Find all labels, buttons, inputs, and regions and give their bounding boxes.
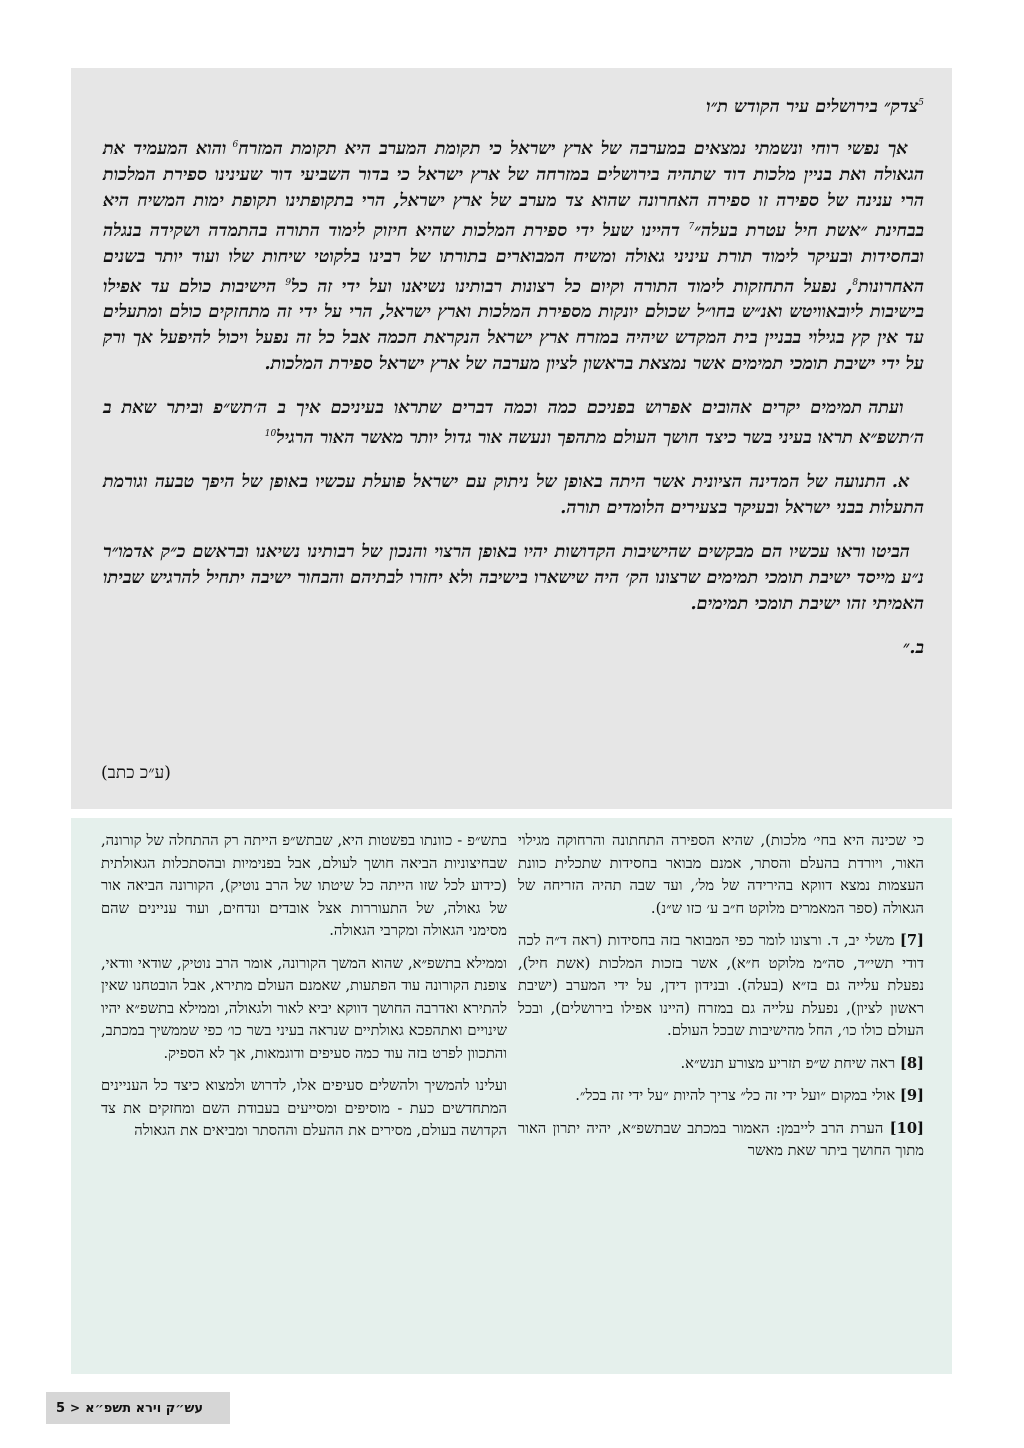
note-paragraph: וממילא בתשפ״א, שהוא המשך הקורונה, אומר הרב נוטיק, שודאי וודאי, צופנת הקורונה עוד הפתעות, שאמנם העולם מתירא, אבל הובטחנו שאין להתירא ואדרבה החושך דווקא יביא לאור ולגאולה, וממילא בתשפ״א יהיו שינויים ואתהפכא גאולתיים שנראה בעיני בשר כו׳ כפי שממשיך במכתב, והתכוון לפרט בזה עוד כמה סעיפים ודוגמאות, אך לא הספיק. bbox=[101, 954, 507, 1062]
footnote-ref: 7 bbox=[688, 221, 695, 232]
footnote-ref: 8 bbox=[852, 277, 859, 288]
note-paragraph: [7] משלי יב, ד. ורצונו לומר כפי המבואר בזה בחסידות (ראה ד״ה לכה דודי תשי״ד, סה״מ מלוקט ח״א), אשר בזכות המלכות (אשת חיל), נפעלת עלייה גם בז״א (בעלה). ובנידון דידן, על ידי המערב (ישיבת ראשון לציון), נפעלת עלייה גם במזרח (היינו אפילו בירושלים), ובכל העולם כולו כו׳, החל מהישיבות שבכל העולם. bbox=[518, 932, 924, 1039]
letter-paragraph: ועתה תמימים יקרים אהובים אפרוש בפניכם כמה וכמה דברים שתראו בעיניכם איך ב ה׳תש״פ וביתר שאת ב ה׳תשפ״א תראו בעיני בשר כיצד חושך העולם מתהפך ונעשה אור גדול יותר מאשר האור הרגיל$^{10}$ bbox=[103, 397, 924, 449]
note-number: [9] bbox=[899, 1087, 924, 1104]
note-paragraph: ועלינו להמשיך ולהשלים סעיפים אלו, לדרוש ולמצוא כיצד כל העניינים המתחדשים כעת - מוסיפים ומסייעים בעבודת השם ומחזקים את צד הקדושה בעולם, מסירים את ההעלם וההסתר ומביאים את הגאולה bbox=[101, 1077, 507, 1139]
note-paragraph: כי שכינה היא בחי׳ מלכות), שהיא הספירה התחתונה והרחוקה מגילוי האור, ויורדת בהעלם והסתר, אמנם מבואר בחסידות שתכלית כוונת העצמות נמצא דווקא בהירידה של מל׳, ועד שבה תהיה הזריחה של הגאולה (ספר המאמרים מלוקט ח״ב ע׳ כזו ש״נ). bbox=[518, 832, 924, 917]
footnote-ref: 5 bbox=[918, 98, 924, 108]
letter-signoff: ב.״ bbox=[902, 637, 924, 659]
note-paragraph: [8] ראה שיחת ש״פ תזריע מצורע תנש״א. bbox=[680, 1054, 924, 1072]
publication-title: עש״ק וירא תשפ״א bbox=[85, 1400, 204, 1416]
note-paragraph: [10] הערת הרב לייבמן: האמור במכתב שבתשפ״א, יהיה יתרון האור מתוך החושך ביתר שאת מאשר bbox=[518, 1119, 924, 1159]
letter-closing: (ע״כ כתב) bbox=[101, 763, 171, 783]
letter-paragraph: אך נפשי רוחי ונשמתי נמצאים במערבה של ארץ ישראל כי תקומת המערב היא תקומת המזרח$^6$ והוא המעמיד את הגאולה ואת בניין מלכות דוד שתהיה בירושלים במזרחה של ארץ ישראל כי בדור השביעי דור שעינינו ספירת המלכות הרי ענינה של ספירה זו ספירה האחרונה שהוא צד מערב של ארץ ישראל, הרי בתקופתינו תקופת ימות המשיח היא בבחינת ״אשת חיל עטרת בעלה״$^7$ דהיינו שעל ידי ספירת המלכות שהיא חיזוק לימוד התורה בהתמדה ושקידה בנגלה ובחסידות ובעיקר לימוד תורת עיניני גאולה ומשיח המבוארים בתורתו של רבינו בלקוטי שיחות שלו ועוד יותר בשנים האחרונות$^8$, נפעל התחזקות לימוד התורה וקיום כל רצונות רבותינו נשיאנו ועל ידי זה כל$^9$ הישיבות כולם עד אפילו בישיבות ליובאוויטש ואנ״ש בחו״ל שכולם יונקות מספירת המלכות וארץ ישראל, הרי על ידי זה מתחזקים כולם ומתעלים עד אין קץ בגילוי בבניין בית המקדש שיהיה במזרח ארץ ישראל הנקראת חכמה אבל כל זה נפעל ויכול להיפעל אך ורק על ידי ישיבת תומכי תמימים אשר נמצאת בראשון לציון מערבה של ארץ ישראל ספירת המלכות. bbox=[103, 137, 925, 375]
page-number: 5 bbox=[56, 1400, 66, 1416]
footnote-ref: 6 bbox=[232, 139, 239, 150]
letter-paragraph: א. התנועה של המדינה הציונית אשר היתה באופן של ניתוק עם ישראל פועלת עכשיו באופן של היפך טבעה וגורמת התעלות בבני ישראל ובעיקר בצעירים הלומדים תורה. bbox=[103, 471, 924, 519]
note-paragraph: בתש״פ - כוונתו בפשטות היא, שבתש״פ הייתה רק ההתחלה של קורונה, שבחיצוניות הביאה חושך לעולם, אבל בפנימיות ובהסתכלות הגאולתית (כידוע לכל שזו הייתה כל שיטתו של הרב נוטיק), הקורונה הביאה אור של גאולה, של התעוררות אצל אובדים ונדחים, ועוד עניינים שהם מסימני הגאולה ומקרבי הגאולה. bbox=[101, 832, 507, 939]
note-number: [10] bbox=[889, 1119, 924, 1137]
footnote-ref: 10 bbox=[264, 429, 277, 440]
notes-column-left bbox=[101, 830, 507, 1153]
letter-paragraph: $^5$צדק״ בירושלים עיר הקודש ת״ו bbox=[706, 95, 924, 117]
notes-column-right bbox=[518, 830, 924, 1173]
footnote-ref: 9 bbox=[285, 277, 292, 288]
footer-separator: > bbox=[70, 1401, 81, 1415]
note-paragraph: [9] אולי במקום ״ועל ידי זה כל״ צריך להיות ״על ידי זה בכל״. bbox=[575, 1087, 924, 1104]
letter-box bbox=[71, 68, 952, 809]
letter-paragraph: הביטו וראו עכשיו הם מבקשים שהישיבות הקדושות יהיו באופן הרצוי והנכון של רבותינו נשיאנו ובראשם כ״ק אדמו״ר נ״ע מייסד ישיבת תומכי תמימים שרצונו הק׳ היה שישארו בישיבה ולא יחזרו לבתיהם והבחור ישיבה יתחיל להרגיש שביתו האמיתי זהו ישיבת תומכי תמימים. bbox=[103, 541, 924, 615]
note-number: [7] bbox=[899, 932, 924, 949]
note-number: [8] bbox=[899, 1054, 924, 1072]
notes-box bbox=[71, 818, 952, 1374]
page-footer bbox=[46, 1392, 230, 1424]
